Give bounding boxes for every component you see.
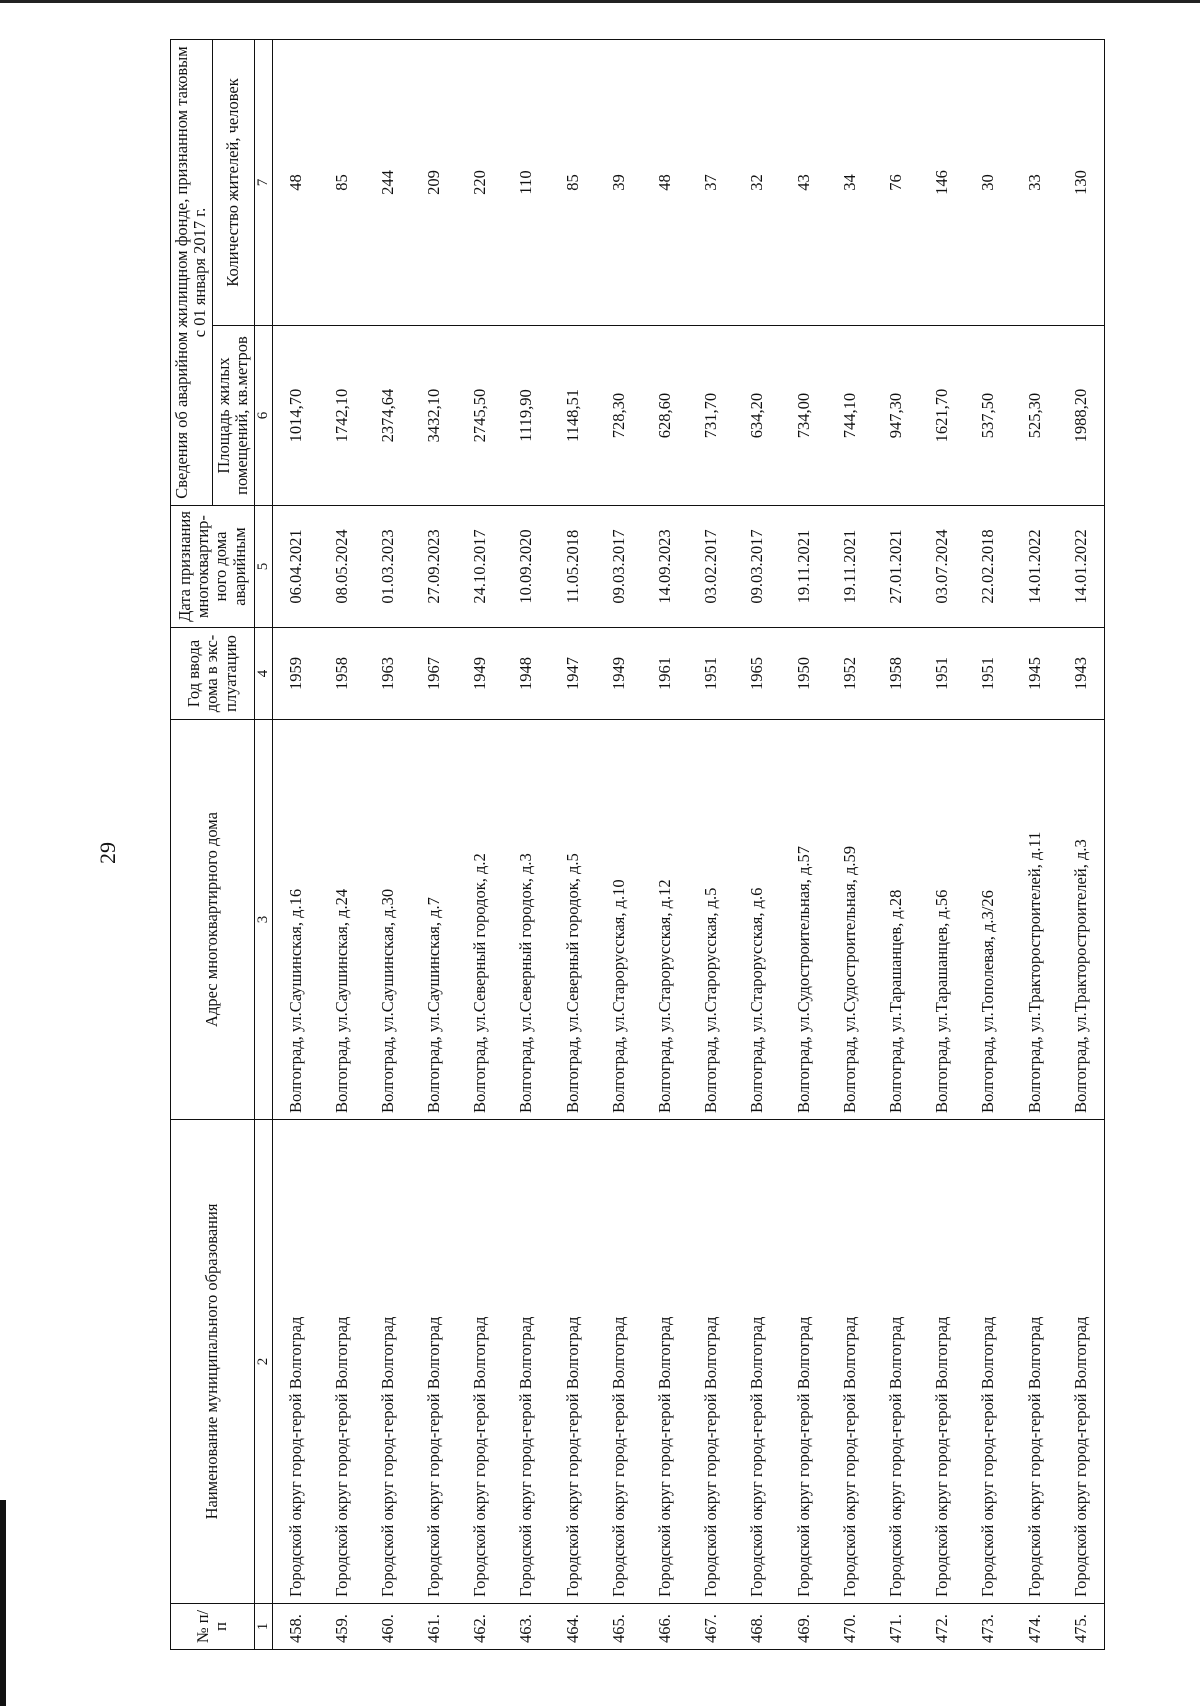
municipality-cell: Городской округ город-герой Волгоград [781, 1120, 827, 1604]
year-cell: 1950 [781, 628, 827, 720]
residents-cell: 130 [1058, 39, 1105, 325]
table-row [873, 39, 919, 1649]
area-cell: 628,60 [642, 326, 688, 506]
date-cell: 10.09.2020 [504, 506, 550, 628]
residents-cell: 76 [873, 39, 919, 325]
header-num: № п/п [171, 1604, 255, 1650]
table-row [781, 39, 827, 1649]
year-cell: 1967 [411, 628, 457, 720]
address-cell: Волгоград, ул.Саушинская, д.16 [272, 720, 319, 1120]
address-cell: Волгоград, ул.Саушинская, д.7 [411, 720, 457, 1120]
table-row [642, 39, 688, 1649]
row-number: 474. [1012, 1604, 1058, 1650]
table-row [827, 39, 873, 1649]
area-cell: 1119,90 [504, 326, 550, 506]
column-number: 4 [254, 628, 272, 720]
municipality-cell: Городской округ город-герой Волгоград [504, 1120, 550, 1604]
date-cell: 08.05.2024 [319, 506, 365, 628]
scan-edge-top [0, 0, 1200, 3]
page-number: 29 [95, 842, 120, 864]
area-cell: 525,30 [1012, 326, 1058, 506]
area-cell: 731,70 [688, 326, 734, 506]
municipality-cell: Городской округ город-герой Волгоград [550, 1120, 596, 1604]
municipality-cell: Городской округ город-герой Волгоград [735, 1120, 781, 1604]
year-cell: 1947 [550, 628, 596, 720]
date-cell: 14.01.2022 [1012, 506, 1058, 628]
header-address: Адрес многоквартирного дома [171, 720, 255, 1120]
residents-cell: 244 [365, 39, 411, 325]
emergency-housing-table [170, 39, 1105, 1650]
date-cell: 09.03.2017 [735, 506, 781, 628]
date-cell: 09.03.2017 [596, 506, 642, 628]
date-cell: 19.11.2021 [781, 506, 827, 628]
municipality-cell: Городской округ город-герой Волгоград [642, 1120, 688, 1604]
address-cell: Волгоград, ул.Старорусская, д.5 [688, 720, 734, 1120]
date-cell: 11.05.2018 [550, 506, 596, 628]
column-number: 2 [254, 1120, 272, 1604]
scan-edge-left [0, 1500, 6, 1706]
address-cell: Волгоград, ул.Северный городок, д.5 [550, 720, 596, 1120]
address-cell: Волгоград, ул.Тополевая, д.3/26 [965, 720, 1011, 1120]
row-number: 469. [781, 1604, 827, 1650]
table-row [596, 39, 642, 1649]
table-row [272, 39, 319, 1649]
municipality-cell: Городской округ город-герой Волгоград [1058, 1120, 1105, 1604]
residents-cell: 33 [1012, 39, 1058, 325]
rotated-table-container [170, 40, 1170, 1650]
area-cell: 2374,64 [365, 326, 411, 506]
municipality-cell: Городской округ город-герой Волгоград [688, 1120, 734, 1604]
year-cell: 1958 [319, 628, 365, 720]
residents-cell: 209 [411, 39, 457, 325]
year-cell: 1961 [642, 628, 688, 720]
row-number: 465. [596, 1604, 642, 1650]
date-cell: 03.02.2017 [688, 506, 734, 628]
table-body [272, 39, 1104, 1649]
address-cell: Волгоград, ул.Старорусская, д.6 [735, 720, 781, 1120]
table-row [965, 39, 1011, 1649]
date-cell: 22.02.2018 [965, 506, 1011, 628]
year-cell: 1945 [1012, 628, 1058, 720]
area-cell: 947,30 [873, 326, 919, 506]
area-cell: 634,20 [735, 326, 781, 506]
row-number: 467. [688, 1604, 734, 1650]
municipality-cell: Городской округ город-герой Волгоград [1012, 1120, 1058, 1604]
header-date: Дата признания многоквартир-ного дома аварийным [171, 506, 255, 628]
date-cell: 14.09.2023 [642, 506, 688, 628]
year-cell: 1943 [1058, 628, 1105, 720]
address-cell: Волгоград, ул.Судостроительная, д.57 [781, 720, 827, 1120]
area-cell: 1988,20 [1058, 326, 1105, 506]
municipality-cell: Городской округ город-герой Волгоград [457, 1120, 503, 1604]
date-cell: 14.01.2022 [1058, 506, 1105, 628]
address-cell: Волгоград, ул.Северный городок, д.3 [504, 720, 550, 1120]
table-row [919, 39, 965, 1649]
row-number: 461. [411, 1604, 457, 1650]
date-cell: 27.09.2023 [411, 506, 457, 628]
header-group: Сведения об аварийном жилищном фонде, признанном таковым с 01 января 2017 г. [171, 39, 213, 505]
address-cell: Волгоград, ул.Тарашанцев, д.56 [919, 720, 965, 1120]
table-row [735, 39, 781, 1649]
residents-cell: 39 [596, 39, 642, 325]
row-number: 459. [319, 1604, 365, 1650]
table-row [319, 39, 365, 1649]
address-cell: Волгоград, ул.Саушинская, д.30 [365, 720, 411, 1120]
address-cell: Волгоград, ул.Тракторостроителей, д.3 [1058, 720, 1105, 1120]
year-cell: 1951 [965, 628, 1011, 720]
municipality-cell: Городской округ город-герой Волгоград [272, 1120, 319, 1604]
address-cell: Волгоград, ул.Тарашанцев, д.28 [873, 720, 919, 1120]
area-cell: 734,00 [781, 326, 827, 506]
row-number: 464. [550, 1604, 596, 1650]
residents-cell: 48 [272, 39, 319, 325]
address-cell: Волгоград, ул.Старорусская, д.12 [642, 720, 688, 1120]
municipality-cell: Городской округ город-герой Волгоград [365, 1120, 411, 1604]
table-row [365, 39, 411, 1649]
year-cell: 1951 [688, 628, 734, 720]
row-number: 468. [735, 1604, 781, 1650]
address-cell: Волгоград, ул.Старорусская, д.10 [596, 720, 642, 1120]
residents-cell: 146 [919, 39, 965, 325]
column-number: 5 [254, 506, 272, 628]
table-row [411, 39, 457, 1649]
column-number-row [254, 39, 272, 1649]
column-number: 6 [254, 326, 272, 506]
date-cell: 24.10.2017 [457, 506, 503, 628]
residents-cell: 30 [965, 39, 1011, 325]
residents-cell: 37 [688, 39, 734, 325]
date-cell: 01.03.2023 [365, 506, 411, 628]
municipality-cell: Городской округ город-герой Волгоград [873, 1120, 919, 1604]
row-number: 462. [457, 1604, 503, 1650]
column-number: 1 [254, 1604, 272, 1650]
header-area: Площадь жилых помещений, кв.метров [212, 326, 254, 506]
area-cell: 1742,10 [319, 326, 365, 506]
year-cell: 1952 [827, 628, 873, 720]
area-cell: 2745,50 [457, 326, 503, 506]
residents-cell: 32 [735, 39, 781, 325]
year-cell: 1949 [457, 628, 503, 720]
municipality-cell: Городской округ город-герой Волгоград [319, 1120, 365, 1604]
municipality-cell: Городской округ город-герой Волгоград [919, 1120, 965, 1604]
year-cell: 1949 [596, 628, 642, 720]
row-number: 472. [919, 1604, 965, 1650]
row-number: 466. [642, 1604, 688, 1650]
municipality-cell: Городской округ город-герой Волгоград [596, 1120, 642, 1604]
municipality-cell: Городской округ город-герой Волгоград [411, 1120, 457, 1604]
residents-cell: 43 [781, 39, 827, 325]
row-number: 458. [272, 1604, 319, 1650]
table-row [504, 39, 550, 1649]
row-number: 475. [1058, 1604, 1105, 1650]
year-cell: 1948 [504, 628, 550, 720]
residents-cell: 220 [457, 39, 503, 325]
date-cell: 06.04.2021 [272, 506, 319, 628]
table-row [550, 39, 596, 1649]
area-cell: 3432,10 [411, 326, 457, 506]
header-municipality: Наименование муниципального образования [171, 1120, 255, 1604]
area-cell: 537,50 [965, 326, 1011, 506]
header-year: Год ввода дома в экс-плуатацию [171, 628, 255, 720]
column-number: 7 [254, 39, 272, 325]
address-cell: Волгоград, ул.Судостроительная, д.59 [827, 720, 873, 1120]
address-cell: Волгоград, ул.Саушинская, д.24 [319, 720, 365, 1120]
date-cell: 03.07.2024 [919, 506, 965, 628]
residents-cell: 34 [827, 39, 873, 325]
column-number: 3 [254, 720, 272, 1120]
year-cell: 1959 [272, 628, 319, 720]
residents-cell: 110 [504, 39, 550, 325]
area-cell: 1621,70 [919, 326, 965, 506]
row-number: 473. [965, 1604, 1011, 1650]
year-cell: 1951 [919, 628, 965, 720]
table-row [1058, 39, 1105, 1649]
municipality-cell: Городской округ город-герой Волгоград [965, 1120, 1011, 1604]
area-cell: 1148,51 [550, 326, 596, 506]
year-cell: 1958 [873, 628, 919, 720]
year-cell: 1965 [735, 628, 781, 720]
row-number: 460. [365, 1604, 411, 1650]
area-cell: 1014,70 [272, 326, 319, 506]
table-row [1012, 39, 1058, 1649]
date-cell: 19.11.2021 [827, 506, 873, 628]
area-cell: 744,10 [827, 326, 873, 506]
table-row [457, 39, 503, 1649]
area-cell: 728,30 [596, 326, 642, 506]
header-residents: Количество жителей, человек [212, 39, 254, 325]
year-cell: 1963 [365, 628, 411, 720]
residents-cell: 85 [319, 39, 365, 325]
row-number: 463. [504, 1604, 550, 1650]
date-cell: 27.01.2021 [873, 506, 919, 628]
row-number: 470. [827, 1604, 873, 1650]
address-cell: Волгоград, ул.Тракторостроителей, д.11 [1012, 720, 1058, 1120]
residents-cell: 48 [642, 39, 688, 325]
municipality-cell: Городской округ город-герой Волгоград [827, 1120, 873, 1604]
table-row [688, 39, 734, 1649]
row-number: 471. [873, 1604, 919, 1650]
address-cell: Волгоград, ул.Северный городок, д.2 [457, 720, 503, 1120]
residents-cell: 85 [550, 39, 596, 325]
